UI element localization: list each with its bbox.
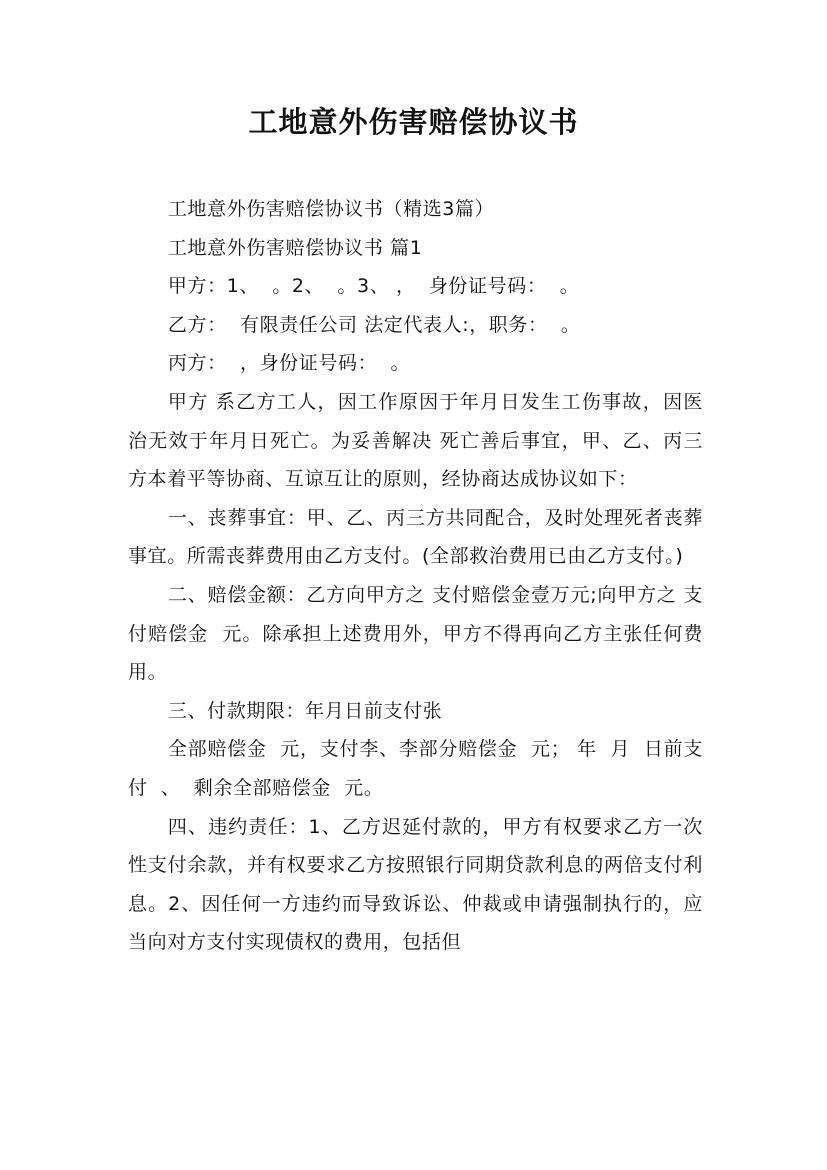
paragraph-compensation-amount: 二、赔偿金额：乙方向甲方之 支付赔偿金壹万元;向甲方之 支付赔偿金 元。除承担上述费用外，甲方不得再向乙方主张任何费用。	[128, 583, 703, 684]
paragraph-party-b: 乙方： 有限责任公司 法定代表人:，职务： 。	[167, 313, 581, 336]
document-body	[128, 190, 703, 962]
document-title: 工地意外伤害赔偿协议书	[248, 105, 579, 139]
paragraph-section-heading: 工地意外伤害赔偿协议书 篇1	[167, 236, 423, 259]
paragraph-payment-deadline: 三、付款期限：年月日前支付张	[167, 699, 443, 722]
paragraph-breach-liability: 四、违约责任：1、乙方迟延付款的，甲方有权要求乙方一次性支付余款，并有权要求乙方按照银行同期贷款利息的两倍支付利息。2、因任何一方违约而导致诉讼、仲裁或申请强制执行的，应当向对方支付实现债权的费用，包括但	[128, 815, 703, 954]
paragraph-subtitle: 工地意外伤害赔偿协议书（精选3篇）	[167, 198, 495, 220]
paragraph-funeral-matters: 一、丧葬事宜：甲、乙、丙三方共同配合，及时处理死者丧葬事宜。所需丧葬费用由乙方支付。(全部救治费用已由乙方支付。)	[128, 506, 703, 568]
paragraph-background: 甲方 系乙方工人，因工作原因于年月日发生工伤事故，因医治无效于年月日死亡。为妥善解决 死亡善后事宜，甲、乙、丙三方本着平等协商、互谅互让的原则，经协商达成协议如下：	[128, 390, 703, 491]
paragraph-party-c: 丙方： ，身份证号码： 。	[167, 352, 411, 375]
paragraph-party-a: 甲方：1、 。2、 。3、 ， 身份证号码： 。	[167, 275, 580, 298]
paragraph-payment-details: 全部赔偿金 元，支付李、李部分赔偿金 元； 年 月 日前支付 、 剩余全部赔偿金 元。	[128, 738, 703, 799]
